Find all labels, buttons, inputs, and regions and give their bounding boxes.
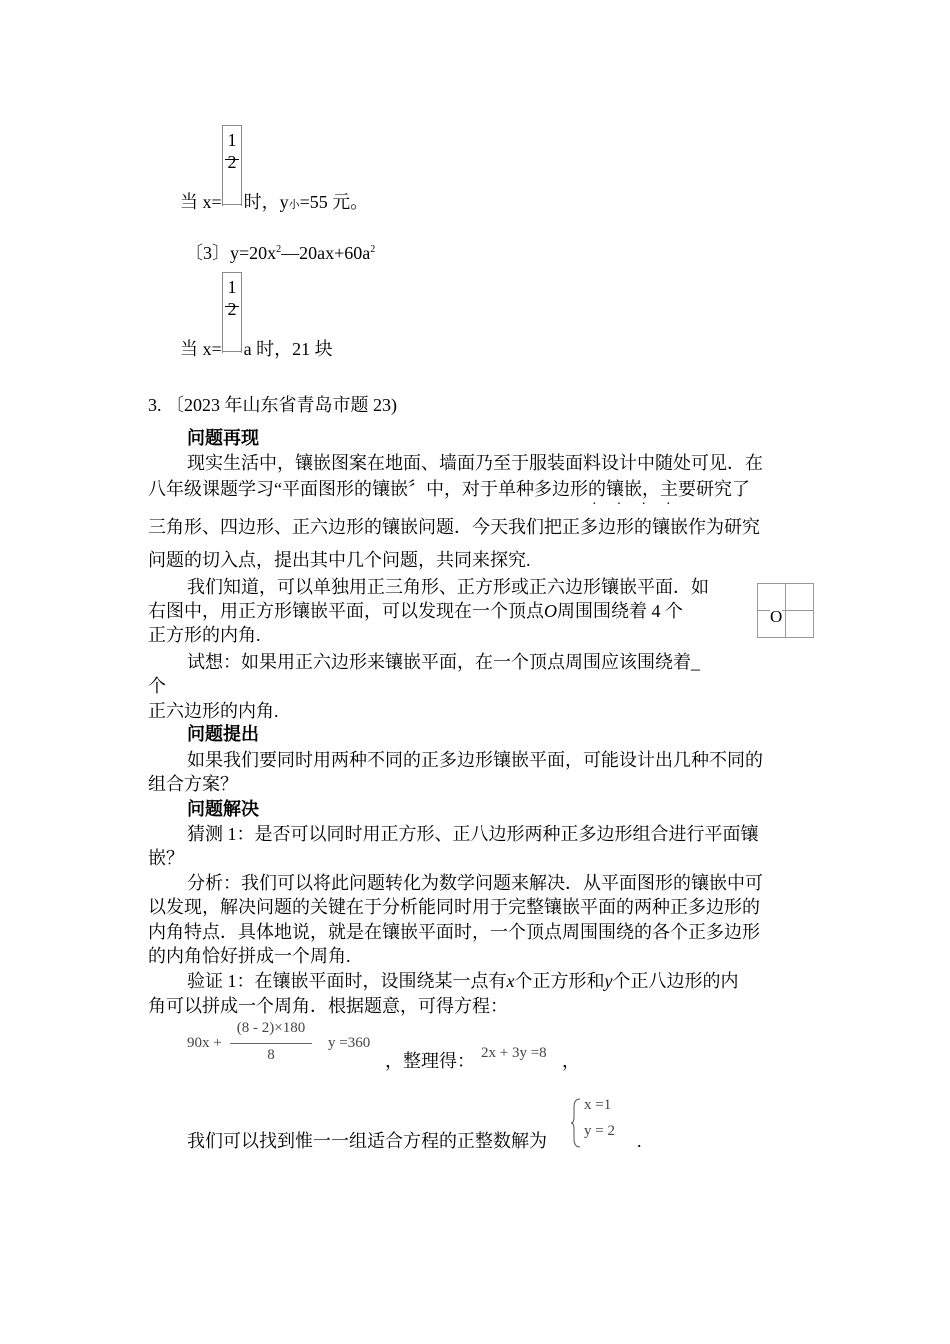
answer-line-1-post: 时，y xyxy=(243,192,289,212)
equation-1-fraction-bar xyxy=(230,1043,312,1044)
para5-line2: 嵌？ xyxy=(148,848,184,868)
part-3-formula xyxy=(185,238,375,265)
para7-line1-c: 个正八边形的内 xyxy=(612,971,739,991)
emphasis-dots: ···· xyxy=(592,497,691,512)
fraction-numerator: 1 xyxy=(227,130,237,150)
para1-line3: 三角形、四边形、正六边形的镶嵌问题．今天我们把正多边形的镶嵌作为研究 xyxy=(148,517,760,537)
para3-line2: 个 xyxy=(148,676,166,696)
equation-1-numerator: (8 - 2)×180 xyxy=(236,1020,306,1036)
equation-1-lead: 90x + xyxy=(187,1035,222,1051)
variable-y: y xyxy=(604,971,613,991)
para3-line1: 试想：如果用正六边形来镶嵌平面，在一个顶点周围应该围绕着_ xyxy=(187,652,700,672)
equation-2: 2x + 3y =8 xyxy=(481,1045,547,1061)
formula-sup-1: 2 xyxy=(276,244,282,255)
para1-line2: 八年级课题学习“平面图形的镶嵌〞中，对于单种多边形的镶嵌，主要研究了 xyxy=(148,479,750,499)
grid-horizontal-line xyxy=(758,610,813,611)
formula-start: 〔3〕y=20x xyxy=(185,243,277,263)
equation-1-tail: y =360 xyxy=(328,1035,371,1051)
answer-line-1-tail: =55 元。 xyxy=(299,192,369,212)
vertex-label: O xyxy=(770,607,783,626)
para6-line3: 内角特点．具体地说，就是在镶嵌平面时，一个顶点周围围绕的各个正多边形 xyxy=(148,922,760,942)
para8: 我们可以找到惟一一组适合方程的正整数解为 xyxy=(187,1131,547,1151)
equation-comma: ， xyxy=(562,1051,580,1071)
fraction-numerator: 1 xyxy=(227,277,237,297)
answer-line-1 xyxy=(180,190,368,217)
answer-line-1-pre: 当 x= xyxy=(180,192,222,212)
equation-1-denominator: 8 xyxy=(267,1047,275,1063)
system-brace xyxy=(570,1097,582,1149)
para6-line2: 以发现，解决问题的关键在于分析能同时用于完整镶嵌平面的两种正多边形的 xyxy=(148,897,760,917)
para4-line2: 组合方案？ xyxy=(148,774,238,794)
para8-period: . xyxy=(637,1131,642,1151)
para1-line4: 问题的切入点，提出其中几个问题，共同来探究. xyxy=(148,550,531,570)
para2-line1: 我们知道，可以单独用正三角形、正方形或正六边形镶嵌平面．如 xyxy=(187,577,709,597)
heading-solve: 问题解决 xyxy=(187,799,259,819)
equation-mid-text: ，整理得： xyxy=(385,1051,475,1071)
para2-line2-b: 周围围绕着 4 个 xyxy=(557,601,683,621)
para4-line1: 如果我们要同时用两种不同的正多边形镶嵌平面，可能设计出几种不同的 xyxy=(187,750,763,770)
system-line-1: x =1 xyxy=(584,1097,612,1113)
para1-line1: 现实生活中，镶嵌图案在地面、墙面乃至于服装面料设计中随处可见．在 xyxy=(187,453,763,473)
para7-line1-b: 个正方形和 xyxy=(514,971,605,991)
formula-mid: —20ax+60a xyxy=(281,243,371,263)
para5-line1: 猜测 1：是否可以同时用正方形、正八边形两种正多边形组合进行平面镶 xyxy=(187,824,759,844)
fraction-denominator: 2 xyxy=(227,152,237,172)
para7-line2: 角可以拼成一个周角．根据题意，可得方程： xyxy=(148,996,508,1016)
para7-line1 xyxy=(187,969,739,993)
answer-line-2-post: a 时，21 块 xyxy=(243,339,333,359)
formula-sup-2: 2 xyxy=(370,244,376,255)
question-3-header: 3. 〔2023 年山东省青岛市题 23) xyxy=(148,395,397,415)
para7-line1-a: 验证 1：在镶嵌平面时，设围绕某一点有 xyxy=(187,971,507,991)
fraction-denominator: 2 xyxy=(227,299,237,319)
vertex-o: O xyxy=(544,601,557,621)
heading-reappear: 问题再现 xyxy=(187,428,259,448)
square-tiling-figure xyxy=(757,583,814,638)
para3-line3: 正六边形的内角. xyxy=(148,701,279,721)
answer-line-2 xyxy=(180,337,333,361)
system-line-2: y = 2 xyxy=(584,1123,615,1139)
para6-line1: 分析：我们可以将此问题转化为数学问题来解决．从平面图形的镶嵌中可 xyxy=(187,873,763,893)
subscript-min: 小 xyxy=(288,199,300,211)
para2-line3: 正方形的内角. xyxy=(148,625,261,645)
para2-line2 xyxy=(148,599,683,623)
heading-propose: 问题提出 xyxy=(187,724,259,744)
para6-line4: 的内角恰好拼成一个周角. xyxy=(148,946,351,966)
variable-x: x xyxy=(506,971,515,991)
para2-line2-a: 右图中，用正方形镶嵌平面，可以发现在一个顶点 xyxy=(148,601,544,621)
answer-line-2-pre: 当 x= xyxy=(180,339,222,359)
